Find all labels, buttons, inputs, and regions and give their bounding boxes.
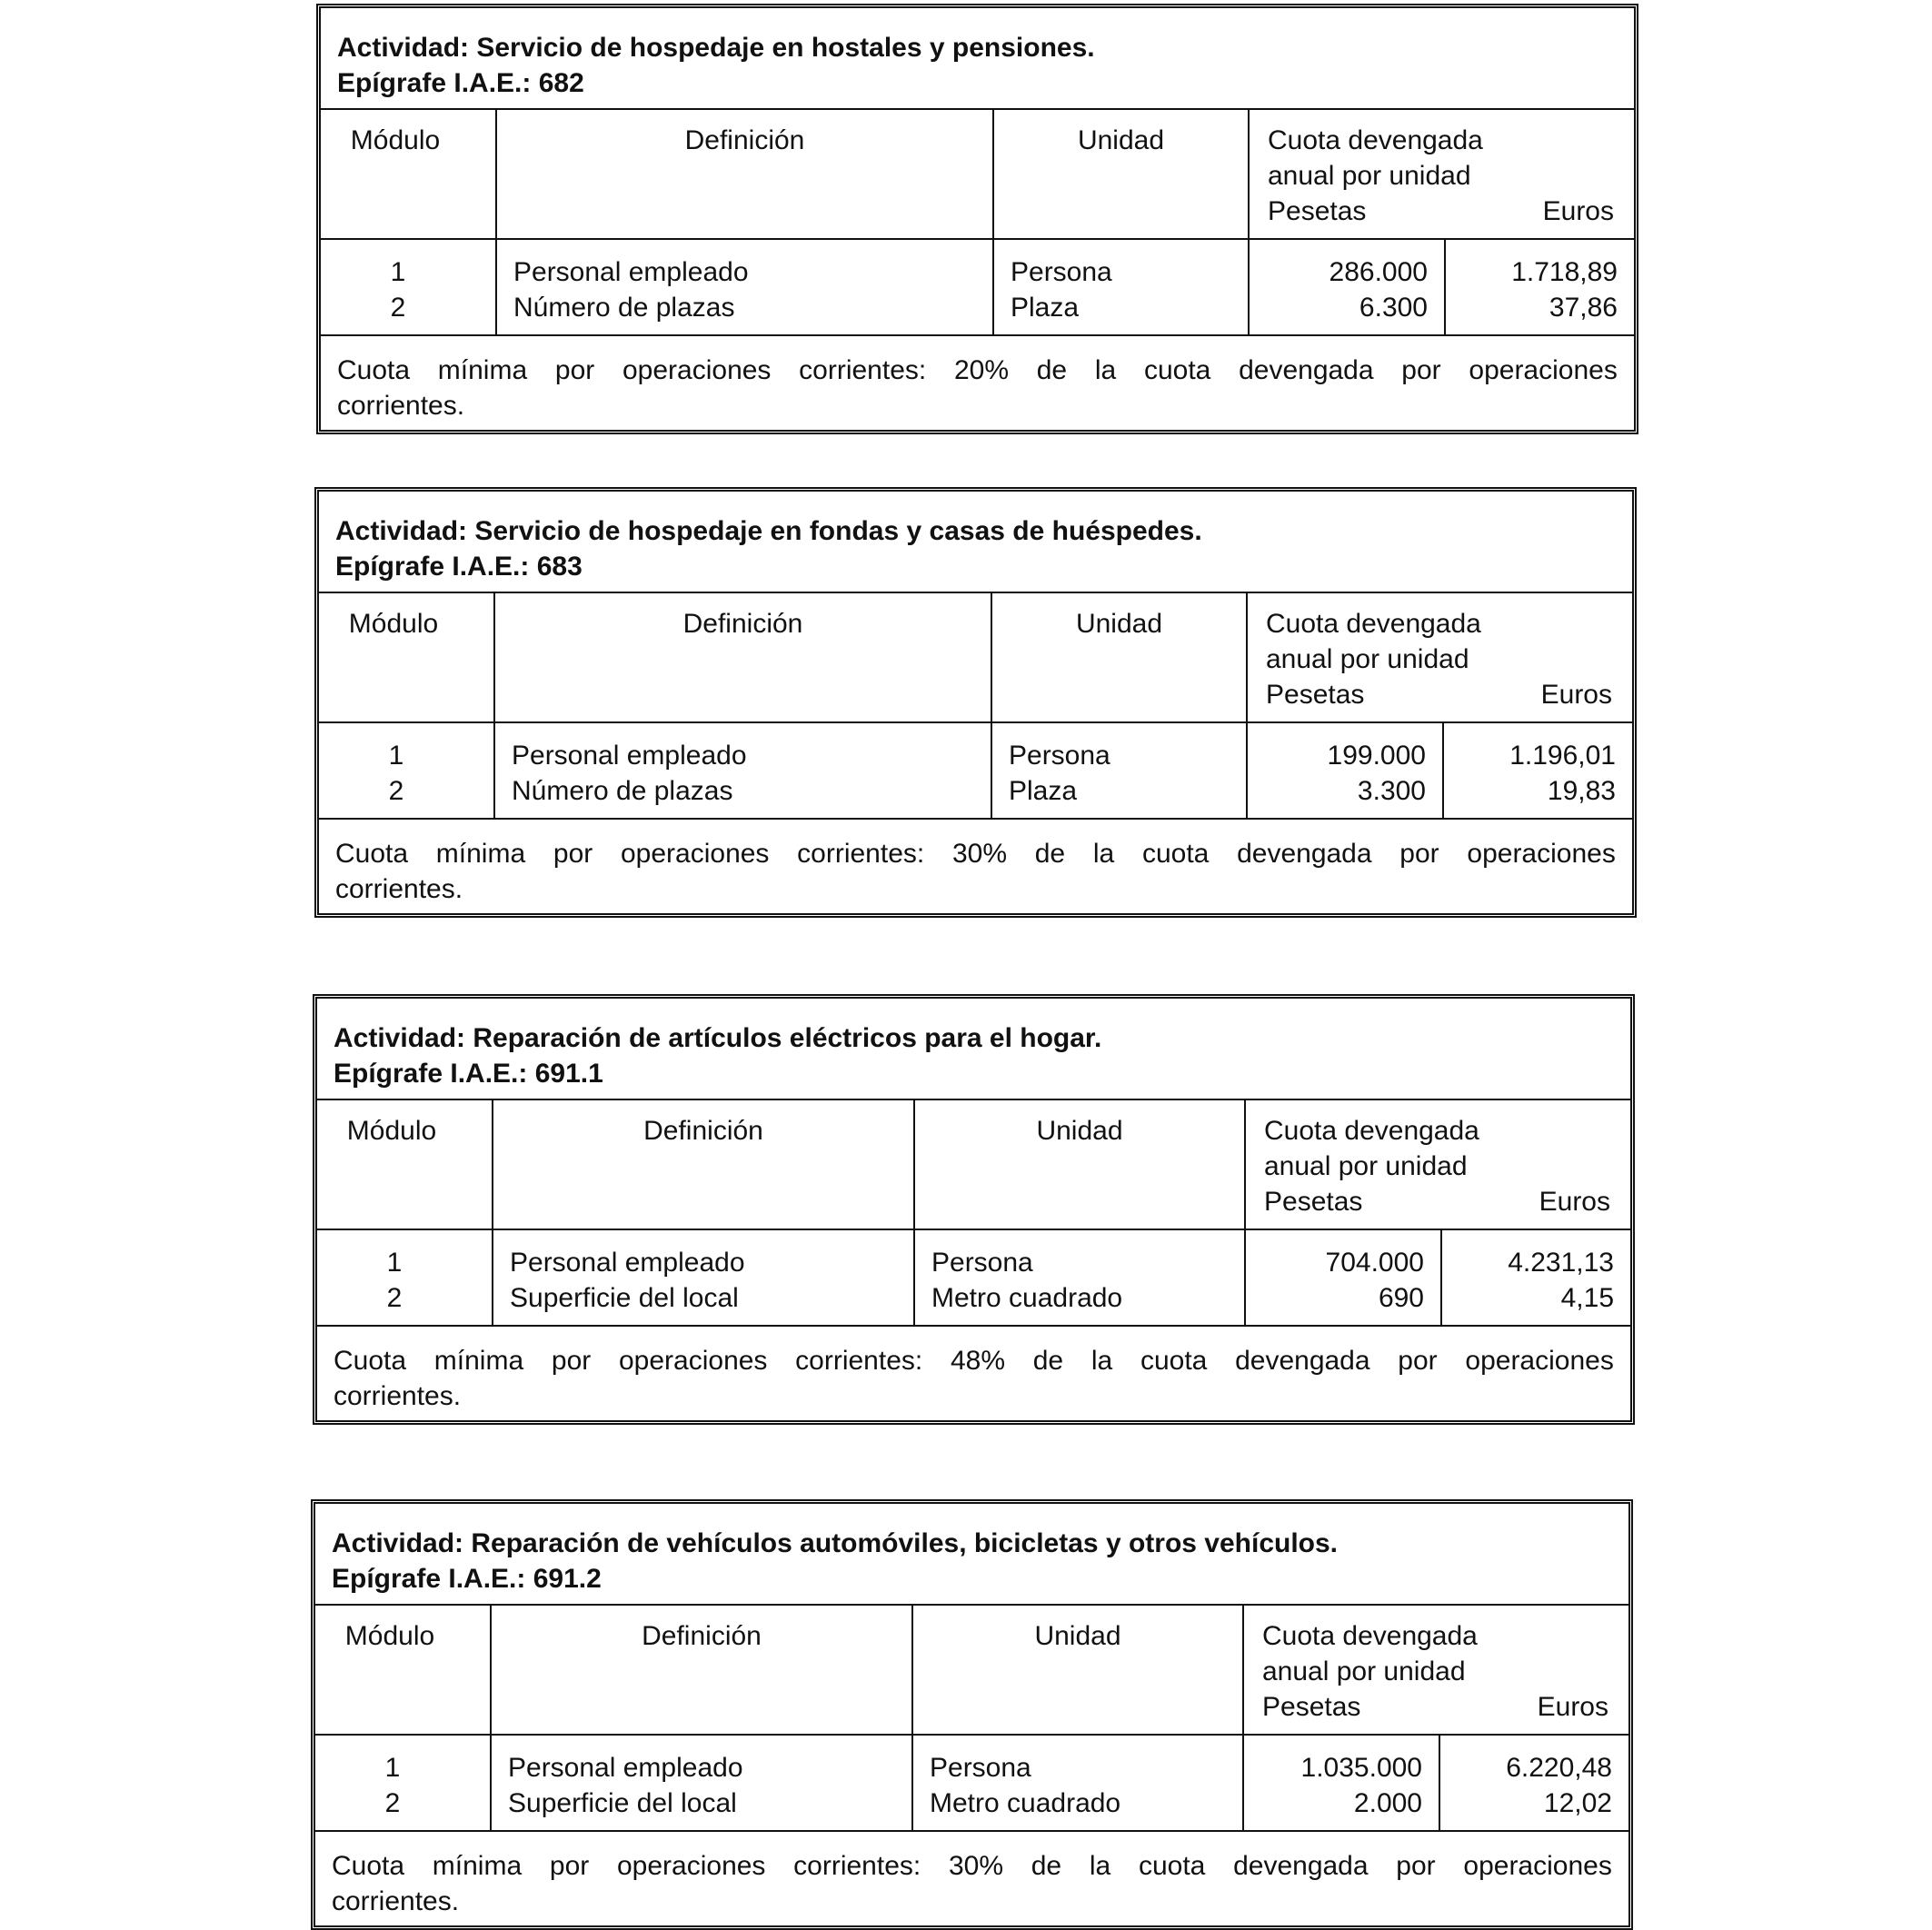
- footer-word: mínima: [435, 839, 526, 869]
- table-row-pesetas: 704.000: [1325, 1248, 1424, 1278]
- actividad-title: Actividad: Servicio de hospedaje en hostales y pensiones.: [337, 33, 1095, 63]
- definicion-header: Definición: [492, 1100, 913, 1229]
- table-row-modulo: 2: [384, 1788, 401, 1818]
- footer-word: devengada: [1235, 1346, 1370, 1376]
- cuota-header-line1: Cuota devengada: [1264, 1116, 1479, 1146]
- euros-header: Euros: [1540, 680, 1612, 710]
- footer-word: operaciones: [616, 1851, 766, 1881]
- footer-word: operaciones: [1465, 1346, 1614, 1376]
- data-rows: [317, 1230, 1630, 1327]
- activity-table-682: [316, 4, 1638, 434]
- footer-line1: [334, 1343, 1614, 1378]
- footer-word: de: [1036, 355, 1068, 385]
- pesetas-header: Pesetas: [1268, 196, 1367, 226]
- footer-word: devengada: [1239, 355, 1374, 385]
- cuota-minima-note: [317, 1327, 1630, 1420]
- data-rows: [319, 723, 1632, 820]
- unidad-header: Unidad: [911, 1606, 1242, 1734]
- footer-word: la: [1094, 355, 1117, 385]
- footer-word: cuota: [1143, 355, 1211, 385]
- cuota-header-line2: anual por unidad: [1268, 161, 1471, 191]
- footer-word: por: [1396, 1851, 1436, 1881]
- activity-table-691-1: [313, 994, 1635, 1425]
- table-row-definicion: Superficie del local: [508, 1788, 737, 1818]
- footer-word: Cuota: [332, 1851, 405, 1881]
- footer-word: por: [549, 1851, 590, 1881]
- footer-word: la: [1089, 1851, 1111, 1881]
- footer-word: Cuota: [337, 355, 411, 385]
- unidad-column: [991, 723, 1246, 818]
- table-row-definicion: Personal empleado: [508, 1753, 743, 1783]
- table-row-euros: 37,86: [1549, 293, 1618, 323]
- definicion-column: [490, 1736, 911, 1830]
- cuota-header-line1: Cuota devengada: [1268, 125, 1483, 155]
- definicion-column: [493, 723, 991, 818]
- footer-line1: [337, 353, 1618, 388]
- footer-word: cuota: [1141, 839, 1210, 869]
- footer-word: de: [1034, 839, 1066, 869]
- table-row-pesetas: 3.300: [1357, 776, 1426, 806]
- definicion-header: Definición: [490, 1606, 911, 1734]
- cuota-minima-note: [319, 820, 1632, 913]
- modulo-header: Módulo: [348, 609, 439, 639]
- euros-column: [1440, 1230, 1630, 1325]
- table-row-unidad: Persona: [930, 1753, 1031, 1783]
- table-row-euros: 12,02: [1543, 1788, 1612, 1818]
- footer-word: por: [1401, 355, 1441, 385]
- pesetas-header: Pesetas: [1266, 680, 1365, 710]
- table-row-unidad: Plaza: [1009, 776, 1078, 806]
- unidad-column: [913, 1230, 1244, 1325]
- modulo-column: [317, 1230, 492, 1325]
- table-row-pesetas: 690: [1378, 1283, 1424, 1313]
- pesetas-header: Pesetas: [1262, 1692, 1361, 1722]
- data-rows: [315, 1736, 1628, 1832]
- definicion-header: Definición: [495, 110, 992, 238]
- unidad-header: Unidad: [913, 1100, 1244, 1229]
- euros-header: Euros: [1537, 1692, 1608, 1722]
- modulo-column: [315, 1736, 490, 1830]
- euros-header: Euros: [1539, 1187, 1610, 1217]
- footer-word: 48%: [950, 1346, 1006, 1376]
- footer-word: corrientes:: [795, 1346, 923, 1376]
- cuota-header-line1: Cuota devengada: [1262, 1621, 1478, 1651]
- unidad-column: [992, 240, 1248, 334]
- cuota-header: [1244, 1100, 1630, 1229]
- table-row-definicion: Superficie del local: [510, 1283, 739, 1313]
- footer-word: la: [1090, 1346, 1113, 1376]
- footer-word: cuota: [1140, 1346, 1208, 1376]
- footer-word: 30%: [951, 839, 1008, 869]
- table-row-unidad: Persona: [1009, 741, 1110, 771]
- definicion-header: Definición: [493, 593, 991, 721]
- footer-word: operaciones: [1463, 1851, 1612, 1881]
- footer-word: por: [553, 839, 593, 869]
- footer-word: la: [1092, 839, 1115, 869]
- footer-word: operaciones: [620, 839, 770, 869]
- table-row-definicion: Personal empleado: [510, 1248, 745, 1278]
- column-header-row: [321, 110, 1634, 240]
- table-row-unidad: Persona: [1011, 257, 1112, 287]
- table-row-pesetas: 6.300: [1359, 293, 1428, 323]
- cuota-header: [1248, 110, 1634, 238]
- epigrafe-label: Epígrafe I.A.E.: 683: [335, 552, 583, 582]
- footer-word: corrientes:: [797, 839, 925, 869]
- table-row-euros: 4,15: [1560, 1283, 1614, 1313]
- pesetas-header: Pesetas: [1264, 1187, 1363, 1217]
- table-row-definicion: Personal empleado: [513, 257, 749, 287]
- footer-word: devengada: [1233, 1851, 1369, 1881]
- footer-word: por: [551, 1346, 592, 1376]
- footer-word: por: [554, 355, 595, 385]
- table-row-unidad: Metro cuadrado: [930, 1788, 1121, 1818]
- unidad-column: [911, 1736, 1242, 1830]
- pesetas-column: [1246, 723, 1442, 818]
- table-row-pesetas: 286.000: [1329, 257, 1428, 287]
- table-row-pesetas: 2.000: [1353, 1788, 1422, 1818]
- footer-word: devengada: [1237, 839, 1372, 869]
- table-row-definicion: Número de plazas: [512, 776, 733, 806]
- table-header: [315, 1504, 1628, 1606]
- footer-line2: corrientes.: [334, 1381, 462, 1411]
- table-row-modulo: 1: [386, 1248, 403, 1278]
- table-row-pesetas: 199.000: [1327, 741, 1426, 771]
- footer-line1: [332, 1848, 1612, 1884]
- table-row-modulo: 2: [390, 293, 406, 323]
- data-rows: [321, 240, 1634, 336]
- pesetas-column: [1248, 240, 1444, 334]
- column-header-row: [317, 1100, 1630, 1230]
- table-row-euros: 1.196,01: [1509, 741, 1616, 771]
- modulo-header: Módulo: [344, 1621, 435, 1651]
- unidad-header: Unidad: [992, 110, 1248, 238]
- cuota-header: [1242, 1606, 1628, 1734]
- footer-word: Cuota: [334, 1346, 407, 1376]
- modulo-header: Módulo: [346, 1116, 437, 1146]
- footer-word: cuota: [1138, 1851, 1206, 1881]
- footer-word: por: [1398, 1346, 1438, 1376]
- epigrafe-label: Epígrafe I.A.E.: 691.2: [332, 1564, 602, 1594]
- footer-word: operaciones: [622, 355, 772, 385]
- footer-word: mínima: [433, 1346, 524, 1376]
- epigrafe-label: Epígrafe I.A.E.: 682: [337, 68, 584, 98]
- footer-word: operaciones: [1469, 355, 1618, 385]
- footer-word: de: [1032, 1346, 1064, 1376]
- footer-word: 20%: [953, 355, 1010, 385]
- table-row-definicion: Número de plazas: [513, 293, 735, 323]
- epigrafe-label: Epígrafe I.A.E.: 691.1: [334, 1059, 603, 1089]
- cuota-header-line2: anual por unidad: [1262, 1656, 1466, 1686]
- table-row-euros: 6.220,48: [1506, 1753, 1612, 1783]
- footer-word: de: [1031, 1851, 1062, 1881]
- cuota-header-line2: anual por unidad: [1266, 644, 1469, 674]
- cuota-header-line2: anual por unidad: [1264, 1151, 1468, 1181]
- definicion-column: [495, 240, 992, 334]
- table-row-unidad: Persona: [931, 1248, 1033, 1278]
- footer-line1: [335, 836, 1616, 871]
- table-row-unidad: Metro cuadrado: [931, 1283, 1123, 1313]
- table-row-euros: 4.231,13: [1508, 1248, 1614, 1278]
- column-header-row: [315, 1606, 1628, 1736]
- actividad-title: Actividad: Servicio de hospedaje en fondas y casas de huéspedes.: [335, 516, 1202, 546]
- pesetas-column: [1244, 1230, 1440, 1325]
- euros-header: Euros: [1542, 196, 1614, 226]
- cuota-header: [1246, 593, 1632, 721]
- table-row-modulo: 1: [384, 1753, 401, 1783]
- definicion-column: [492, 1230, 913, 1325]
- footer-line2: corrientes.: [335, 874, 463, 904]
- table-row-pesetas: 1.035.000: [1300, 1753, 1422, 1783]
- table-row-modulo: 1: [390, 257, 406, 287]
- table-row-euros: 1.718,89: [1511, 257, 1618, 287]
- modulo-column: [321, 240, 495, 334]
- actividad-title: Actividad: Reparación de vehículos automóviles, bicicletas y otros vehículos.: [332, 1528, 1339, 1558]
- table-row-modulo: 2: [388, 776, 404, 806]
- footer-line2: corrientes.: [332, 1886, 460, 1916]
- unidad-header: Unidad: [991, 593, 1246, 721]
- footer-word: operaciones: [1467, 839, 1616, 869]
- table-row-euros: 19,83: [1547, 776, 1616, 806]
- table-row-unidad: Plaza: [1011, 293, 1080, 323]
- footer-word: 30%: [948, 1851, 1004, 1881]
- cuota-header-line1: Cuota devengada: [1266, 609, 1481, 639]
- footer-word: mínima: [437, 355, 528, 385]
- cuota-minima-note: [315, 1832, 1628, 1925]
- cuota-minima-note: [321, 336, 1634, 430]
- euros-column: [1444, 240, 1634, 334]
- activity-table-691-2: [311, 1499, 1633, 1930]
- footer-word: mínima: [432, 1851, 523, 1881]
- footer-line2: corrientes.: [337, 391, 465, 421]
- table-row-modulo: 1: [388, 741, 404, 771]
- footer-word: operaciones: [618, 1346, 768, 1376]
- footer-word: corrientes:: [793, 1851, 921, 1881]
- footer-word: corrientes:: [799, 355, 927, 385]
- table-header: [321, 8, 1634, 110]
- activity-table-683: [314, 487, 1637, 918]
- footer-word: por: [1399, 839, 1439, 869]
- table-row-modulo: 2: [386, 1283, 403, 1313]
- table-header: [319, 492, 1632, 593]
- modulo-column: [319, 723, 493, 818]
- table-row-definicion: Personal empleado: [512, 741, 747, 771]
- actividad-title: Actividad: Reparación de artículos eléctricos para el hogar.: [334, 1023, 1102, 1053]
- euros-column: [1442, 723, 1632, 818]
- column-header-row: [319, 593, 1632, 723]
- modulo-header: Módulo: [350, 125, 441, 155]
- footer-word: Cuota: [335, 839, 409, 869]
- pesetas-column: [1242, 1736, 1439, 1830]
- euros-column: [1439, 1736, 1628, 1830]
- table-header: [317, 999, 1630, 1100]
